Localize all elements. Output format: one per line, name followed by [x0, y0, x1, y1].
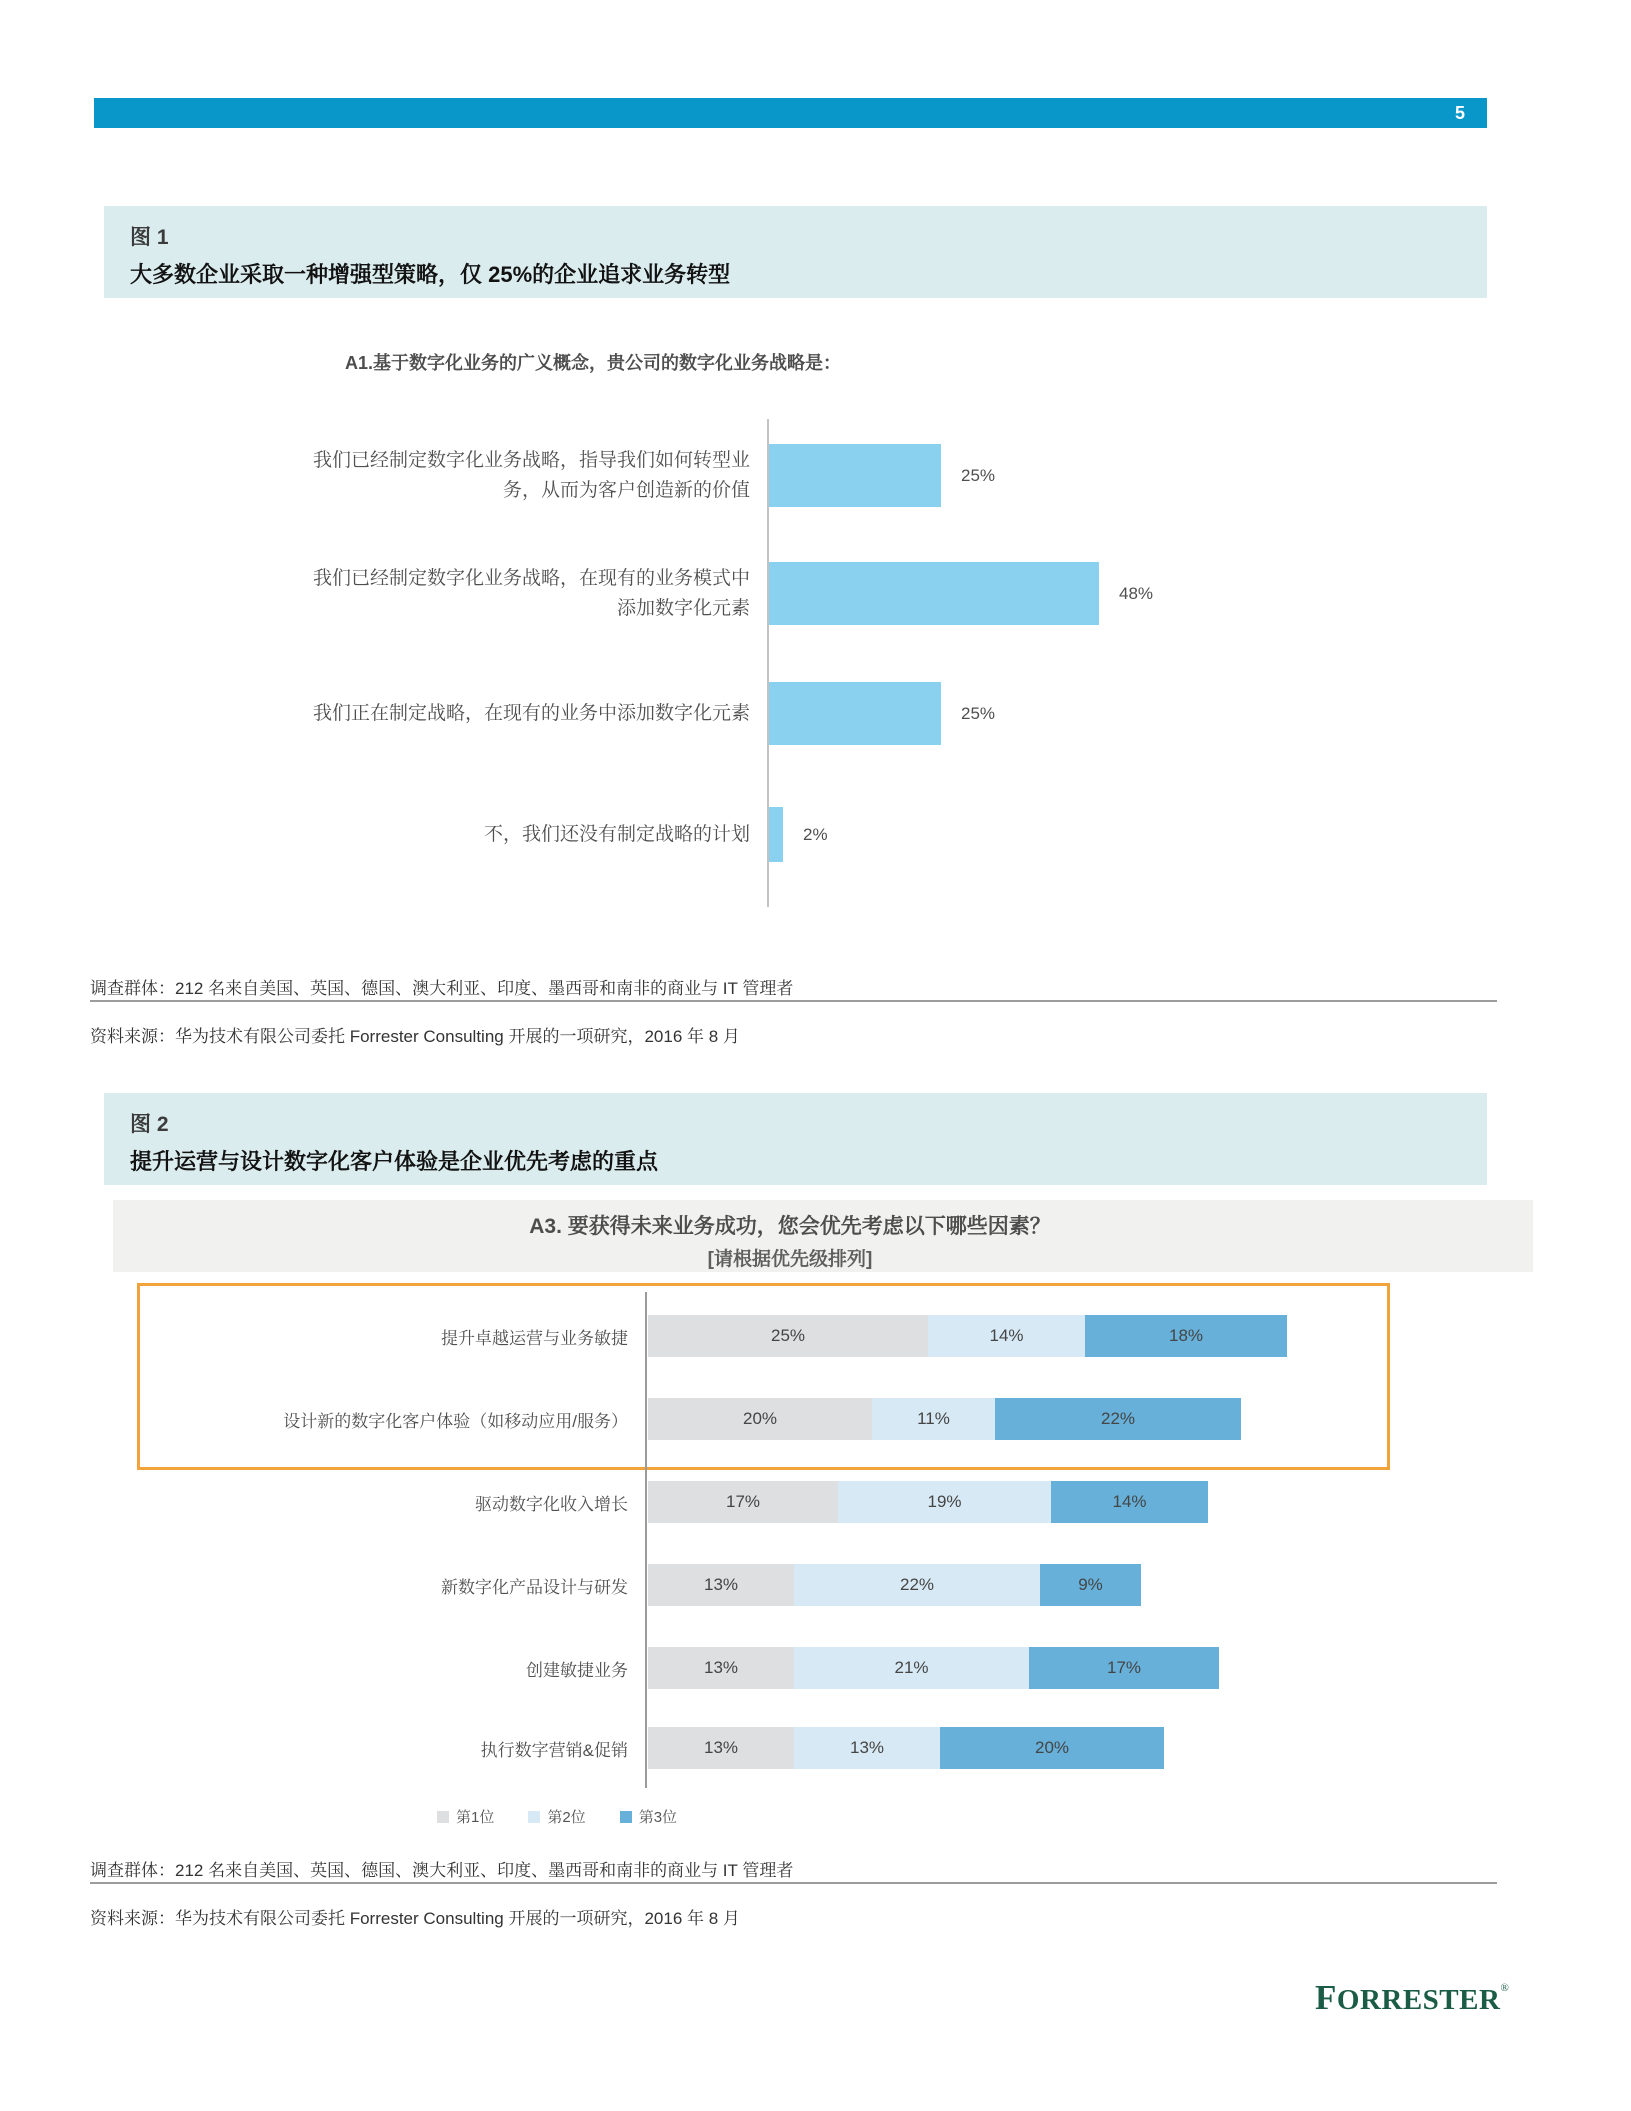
bar-segment-rank1	[648, 1481, 838, 1523]
figure2-chart-question: A3. 要获得未来业务成功，您会优先考虑以下哪些因素？	[529, 1215, 1051, 1238]
figure1-category-label: 我们正在制定战略，在现有的业务中添加数字化元素	[312, 702, 750, 724]
segment-value-label: 21%	[894, 1658, 929, 1677]
figure1-category-label: 我们已经制定数字化业务战略，指导我们如何转型业务，从而为客户创造新的价值	[312, 449, 750, 501]
figure2-category-label: 新数字化产品设计与研发	[441, 1577, 628, 1597]
bar-segment-rank3	[1029, 1647, 1219, 1689]
bar-segment-rank2	[794, 1564, 1040, 1606]
page-number: 5	[1454, 103, 1465, 123]
figure1-bar-row	[769, 682, 995, 745]
figure1-value-bar	[769, 444, 941, 507]
bar-segment-rank3	[940, 1727, 1164, 1769]
figure1-value-bar	[769, 562, 1099, 625]
figure1-chart-question: A1.基于数字化业务的广义概念，贵公司的数字化业务战略是：	[345, 353, 842, 373]
segment-value-label: 13%	[703, 1738, 739, 1757]
figure2-stacked-bar-row	[648, 1398, 1241, 1440]
legend-label: 第3位	[638, 1809, 678, 1826]
segment-value-label: 17%	[1106, 1658, 1142, 1677]
figure1-value-label: 25%	[961, 703, 996, 723]
segment-value-label: 14%	[1112, 1492, 1147, 1511]
figure2-legend	[437, 1806, 677, 1827]
segment-value-label: 22%	[1100, 1409, 1136, 1428]
figure1-value-label: 2%	[803, 824, 828, 844]
forrester-logo	[1315, 1978, 1509, 2018]
segment-value-label: 22%	[899, 1575, 935, 1594]
figure1-value-bar	[769, 807, 783, 862]
top-accent-bar	[94, 98, 1487, 128]
figure2-stacked-bar-row	[648, 1727, 1164, 1769]
segment-value-label: 19%	[927, 1492, 962, 1511]
figure2-highlight-box	[137, 1283, 1390, 1470]
figure1-header	[104, 206, 1487, 298]
figure2-label: 图 2	[130, 1113, 169, 1136]
figure1-label: 图 1	[130, 226, 169, 249]
segment-value-label: 11%	[917, 1409, 950, 1428]
figure2-stacked-bar-row	[648, 1564, 1141, 1606]
legend-swatch-rank2	[528, 1811, 540, 1823]
figure1-title: 大多数企业采取一种增强型策略，仅 25%的企业追求业务转型	[130, 262, 731, 287]
figure1-value-bar	[769, 682, 941, 745]
bar-segment-rank2	[794, 1647, 1029, 1689]
legend-item-rank1	[437, 1806, 494, 1827]
figure2-divider	[90, 1882, 1497, 1884]
figure1-bar-row	[769, 807, 828, 862]
figure2-base-text: 调查群体：212 名来自美国、英国、德国、澳大利亚、印度、墨西哥和南非的商业与 IT 管理者	[90, 1861, 794, 1880]
figure2-category-label: 执行数字营销&促销	[480, 1740, 628, 1760]
bar-segment-rank3	[995, 1398, 1241, 1440]
figure2-stacked-bar-row	[648, 1481, 1208, 1523]
bar-segment-rank2	[928, 1315, 1085, 1357]
figure1-divider	[90, 1000, 1497, 1002]
legend-swatch-rank3	[620, 1811, 632, 1823]
segment-value-label: 20%	[742, 1409, 778, 1428]
bar-segment-rank3	[1085, 1315, 1287, 1357]
bar-segment-rank2	[838, 1481, 1051, 1523]
legend-label: 第2位	[547, 1809, 586, 1826]
bar-segment-rank1	[648, 1398, 872, 1440]
segment-value-label: 14%	[989, 1326, 1024, 1345]
figure1-value-label: 48%	[1119, 583, 1154, 603]
figure2-title: 提升运营与设计数字化客户体验是企业优先考虑的重点	[130, 1149, 659, 1174]
figure2-category-label: 提升卓越运营与业务敏捷	[441, 1328, 628, 1348]
legend-swatch-rank1	[437, 1811, 449, 1823]
legend-label: 第1位	[456, 1809, 495, 1826]
figure2-category-label: 设计新的数字化客户体验（如移动应用/服务）	[283, 1411, 628, 1431]
figure2-chart-question-note: [请根据优先级排列]	[707, 1249, 873, 1270]
figure2-category-label: 驱动数字化收入增长	[475, 1494, 628, 1514]
figure1-base-text: 调查群体：212 名来自美国、英国、德国、澳大利亚、印度、墨西哥和南非的商业与 IT 管理者	[90, 979, 794, 998]
bar-segment-rank3	[1040, 1564, 1141, 1606]
registered-mark-icon: ®	[1500, 1982, 1509, 1994]
legend-item-rank3	[620, 1806, 677, 1827]
figure2-stacked-bar-row	[648, 1315, 1287, 1357]
bar-segment-rank1	[648, 1647, 794, 1689]
bar-segment-rank2	[794, 1727, 940, 1769]
segment-value-label: 13%	[703, 1575, 739, 1594]
segment-value-label: 20%	[1034, 1738, 1070, 1757]
figure2-source-text: 资料来源：华为技术有限公司委托 Forrester Consulting 开展的一项研究，2016 年 8 月	[90, 1909, 740, 1928]
forrester-logo-text: FORRESTER	[1315, 1978, 1501, 2017]
segment-value-label: 18%	[1168, 1326, 1204, 1345]
figure1-value-label: 25%	[961, 465, 996, 485]
figure1-source-text: 资料来源：华为技术有限公司委托 Forrester Consulting 开展的一项研究，2016 年 8 月	[90, 1027, 740, 1046]
figure2-header	[104, 1093, 1487, 1185]
figure1-bar-row	[769, 562, 1153, 625]
bar-segment-rank1	[648, 1727, 794, 1769]
figure2-axis-line	[645, 1292, 647, 1788]
segment-value-label: 13%	[703, 1658, 739, 1677]
legend-item-rank2	[528, 1806, 585, 1827]
bar-segment-rank3	[1051, 1481, 1208, 1523]
figure2-category-label: 创建敏捷业务	[526, 1660, 628, 1680]
segment-value-label: 25%	[770, 1326, 806, 1345]
figure1-bar-row	[769, 444, 995, 507]
bar-segment-rank1	[648, 1564, 794, 1606]
bar-segment-rank2	[872, 1398, 995, 1440]
segment-value-label: 17%	[725, 1492, 761, 1511]
segment-value-label: 9%	[1078, 1575, 1103, 1594]
figure1-category-label: 不，我们还没有制定战略的计划	[483, 823, 750, 845]
segment-value-label: 13%	[849, 1738, 885, 1757]
bar-segment-rank1	[648, 1315, 928, 1357]
figure2-stacked-bar-row	[648, 1647, 1219, 1689]
figure1-category-label: 我们已经制定数字化业务战略，在现有的业务模式中添加数字化元素	[312, 567, 750, 619]
